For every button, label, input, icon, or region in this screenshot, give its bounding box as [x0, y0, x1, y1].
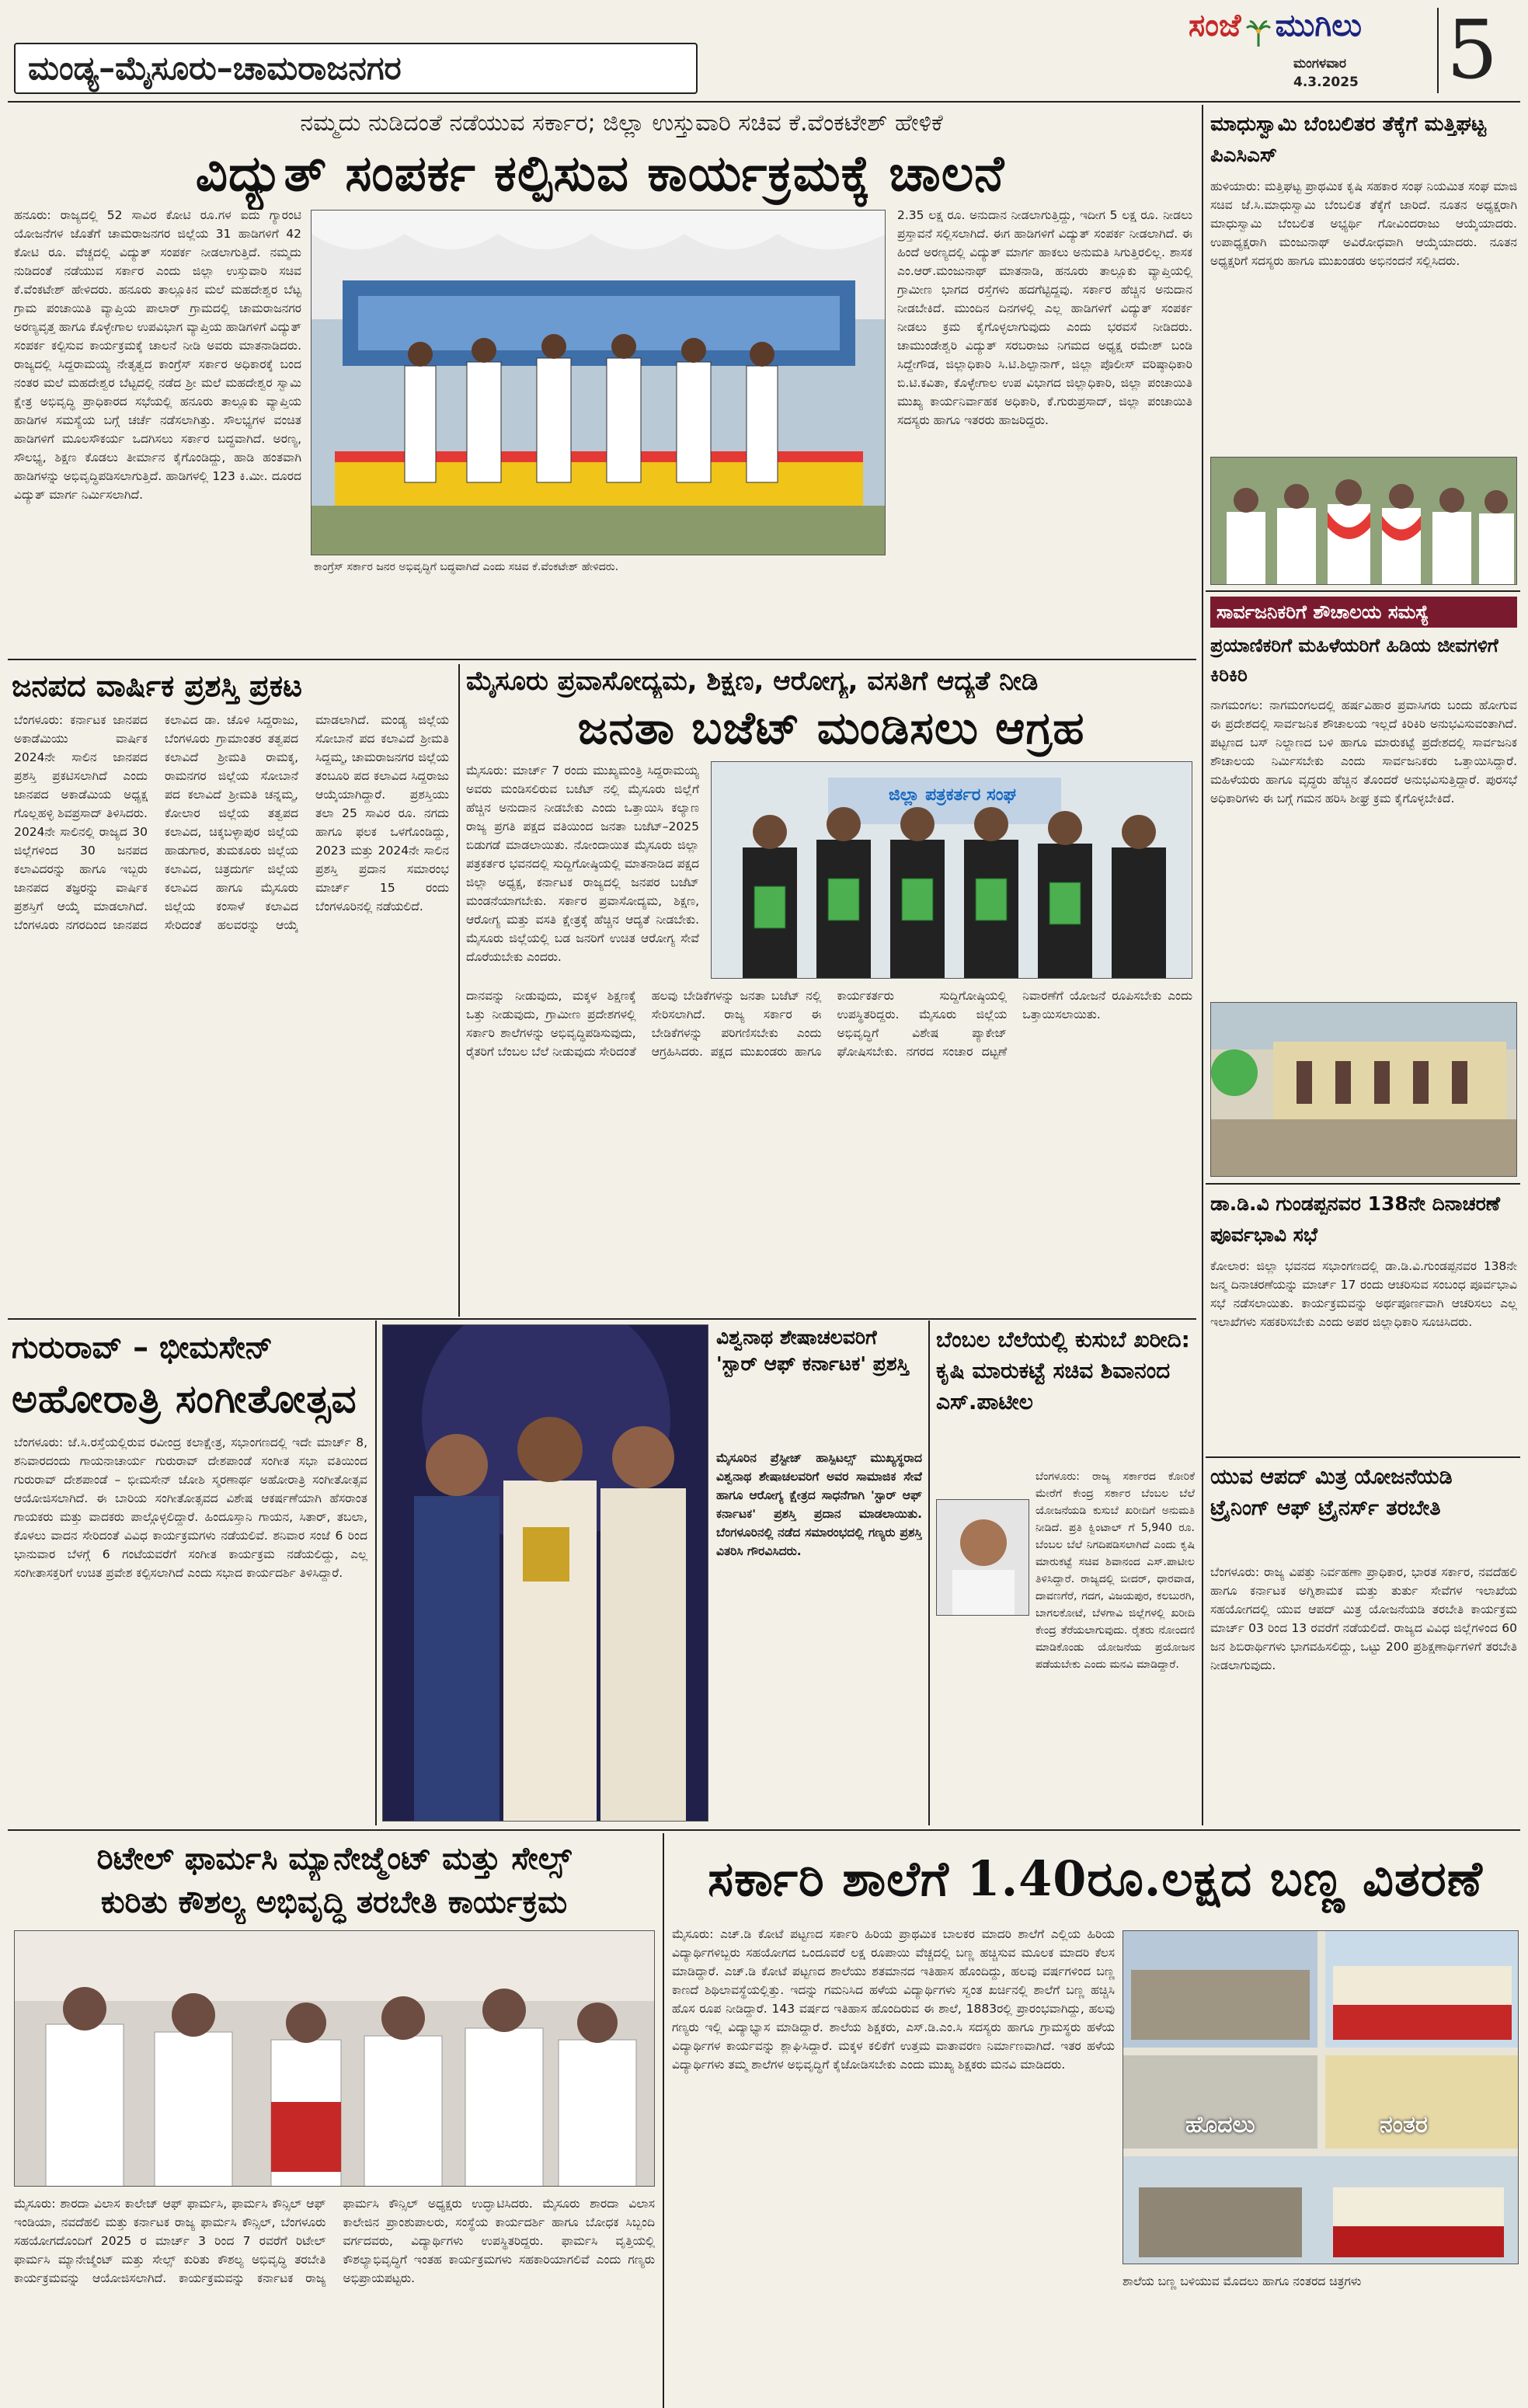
rc-story4-body: ಬೆಂಗಳೂರು: ರಾಜ್ಯ ವಿಪತ್ತು ನಿರ್ವಹಣಾ ಪ್ರಾಧಿಕಾರ, ಭಾರತ ಸರ್ಕಾರ, ನವದೆಹಲಿ ಹಾಗೂ ಕರ್ನಾಟಕ ಅಗ್ನಿಶಾಮಕ ಮತ್ತು ತುರ್ತು ಸೇವೆಗಳ ಇಲಾಖೆಯ ಸಹಯೋಗದಲ್ಲಿ ಯುವ ಆಪದ್ ಮಿತ್ರ ಯೋಜನೆಯಡಿ ತರಬೇತಿ ಕಾರ್ಯಕ್ರಮ ಮಾರ್ಚ್ 03 ರಿಂದ 13 ರವರೆಗೆ ನಡೆಯಲಿದೆ. ರಾಜ್ಯದ ವಿವಿಧ ಜಿಲ್ಲೆಗಳಿಂದ 60 ಜನ ಶಿಬಿರಾರ್ಥಿಗಳು ಭಾಗವಹಿಸಲಿದ್ದು, ಒಟ್ಟು 200 ಪ್ರಶಿಕ್ಷಣಾರ್ಥಿಗಳಿಗೆ ತರಬೇತಿ ನೀಡಲಾಗುವುದು. — [1210, 1565, 1517, 1672]
rc-story3-headline: ಡಾ.ಡಿ.ವಿ ಗುಂಡಪ್ಪನವರ 138ನೇ ದಿನಾಚರಣೆ ಪೂರ್ವಭಾವಿ ಸಭೆ — [1210, 1192, 1500, 1246]
rc-story1-body: ಹುಳಿಯಾರು: ಮತ್ತಿಘಟ್ಟ ಪ್ರಾಥಮಿಕ ಕೃಷಿ ಸಹಕಾರ ಸಂಘ ನಿಯಮಿತ ಸಂಘ ಮಾಜಿ ಸಚಿವ ಜೆ.ಸಿ.ಮಾಧುಸ್ವಾಮಿ ಬೆಂಬಲಿತ ತೆಕ್ಕೆಗೆ ಜಾರಿದೆ. ನೂತನ ಅಧ್ಯಕ್ಷರಾಗಿ ಮಾಧುಸ್ವಾಮಿ ಬೆಂಬಲಿತ ಅಭ್ಯರ್ಥಿ ಗೋವಿಂದರಾಜು ಆಯ್ಕೆಯಾದರು. ಉಪಾಧ್ಯಕ್ಷರಾಗಿ ಮಂಜುನಾಥ್ ಅವಿರೋಧವಾಗಿ ಆಯ್ಕೆಯಾದರು. ನೂತನ ಅಧ್ಯಕ್ಷರಿಗೆ ಸದಸ್ಯರು ಹಾಗೂ ಮುಖಂಡರು ಅಭಿನಂದನೆ ಸಲ್ಲಿಸಿದರು. — [1210, 179, 1517, 268]
music-kicker: ಗುರುರಾವ್ – ಭೀಮಸೇನ್ — [12, 1330, 273, 1366]
rc-story2-body: ನಾಗಮಂಗಲ: ನಾಗಮಂಗಲದಲ್ಲಿ ಹರ್ಷವಿಹಾರ ಪ್ರವಾಸಿಗರು ಬಂದು ಹೋಗುವ ಈ ಪ್ರದೇಶದಲ್ಲಿ ಸಾರ್ವಜನಿಕ ಶೌಚಾಲಯ ಇಲ್ಲದೆ ಕಿರಿಕಿರಿ ಅನುಭವಿಸುವಂತಾಗಿದೆ. ಪಟ್ಟಣದ ಬಸ್ ನಿಲ್ದಾಣದ ಬಳಿ ಹಾಗೂ ಮಾರುಕಟ್ಟೆ ಪ್ರದೇಶದಲ್ಲಿ ಸಾರ್ವಜನಿಕ ಶೌಚಾಲಯ ನಿರ್ಮಿಸಬೇಕು ಎಂದು ಸಾರ್ವಜನಿಕರು ಒತ್ತಾಯಿಸಿದ್ದಾರೆ. ಮಹಿಳೆಯರು ಹಾಗೂ ವೃದ್ಧರು ಹೆಚ್ಚಿನ ತೊಂದರೆ ಅನುಭವಿಸುತ್ತಿದ್ದಾರೆ. ಪುರಸಭೆ ಅಧಿಕಾರಿಗಳು ಈ ಬಗ್ಗೆ ಗಮನ ಹರಿಸಿ ಶೀಘ್ರ ಕ್ರಮ ಕೈಗೊಳ್ಳಬೇಕಿದೆ. — [1210, 698, 1517, 806]
pharmacy-body: ಮೈಸೂರು: ಶಾರದಾ ವಿಲಾಸ ಕಾಲೇಜ್ ಆಫ್ ಫಾರ್ಮಸಿ, ಫಾರ್ಮಸಿ ಕೌನ್ಸಿಲ್ ಆಫ್ ಇಂಡಿಯಾ, ನವದೆಹಲಿ ಮತ್ತು ಕರ್ನಾಟಕ ರಾಜ್ಯ ಫಾರ್ಮಸಿ ಕೌನ್ಸಿಲ್, ಬೆಂಗಳೂರು ಸಹಯೋಗದೊಂದಿಗೆ 2025 ರ ಮಾರ್ಚ್ 3 ರಿಂದ 7 ರವರೆಗೆ ರಿಟೇಲ್ ಫಾರ್ಮಸಿ ಮ್ಯಾನೇಜ್ಮೆಂಟ್ ಮತ್ತು ಸೇಲ್ಸ್ ಕುರಿತು ಕೌಶಲ್ಯ ಅಭಿವೃದ್ಧಿ ತರಬೇತಿ ಕಾರ್ಯಕ್ರಮವನ್ನು ಆಯೋಜಿಸಲಾಗಿದೆ. ಕಾರ್ಯಕ್ರಮವನ್ನು ಕರ್ನಾಟಕ ರಾಜ್ಯ ಫಾರ್ಮಸಿ ಕೌನ್ಸಿಲ್ ಅಧ್ಯಕ್ಷರು ಉದ್ಘಾಟಿಸಿದರು. ಮೈಸೂರು ಶಾರದಾ ವಿಲಾಸ ಕಾಲೇಜಿನ ಪ್ರಾಂಶುಪಾಲರು, ಸಂಸ್ಥೆಯ ಕಾರ್ಯದರ್ಶಿ ಹಾಗೂ ಬೋಧಕ ಸಿಬ್ಬಂದಿ ವರ್ಗದವರು, ವಿದ್ಯಾರ್ಥಿಗಳು ಉಪಸ್ಥಿತರಿದ್ದರು. ಫಾರ್ಮಸಿ ವೃತ್ತಿಯಲ್ಲಿ ಕೌಶಲ್ಯಾಭಿವೃದ್ಧಿಗೆ ಇಂತಹ ಕಾರ್ಯಕ್ರಮಗಳು ಸಹಕಾರಿಯಾಗಲಿವೆ ಎಂದು ಗಣ್ಯರು ಅಭಿಪ್ರಾಯಪಟ್ಟರು. — [14, 2197, 655, 2285]
rc-story2-subhead: ಪ್ರಯಾಣಿಕರಿಗೆ ಮಹಿಳೆಯರಿಗೆ ಹಿಡಿಯ ಜೀವಗಳಿಗೆ ಕಿರಿಕಿರಿ — [1210, 635, 1498, 686]
school-label-before: ಹೊದಲು — [1185, 2111, 1255, 2138]
budget-kicker: ಮೈಸೂರು ಪ್ರವಾಸೋದ್ಯಮ, ಶಿಕ್ಷಣ, ಆರೋಗ್ಯ, ವಸತಿಗೆ ಆದ್ಯತೆ ನೀಡಿ — [466, 666, 1039, 697]
rc-story1-photo — [1210, 457, 1517, 585]
school-body: ಮೈಸೂರು: ಎಚ್.ಡಿ ಕೋಟೆ ಪಟ್ಟಣದ ಸರ್ಕಾರಿ ಹಿರಿಯ ಪ್ರಾಥಮಿಕ ಬಾಲಕರ ಮಾದರಿ ಶಾಲೆಗೆ ಎಲ್ಲಿಯ ಹಿರಿಯ ವಿದ್ಯಾರ್ಥಿಗಳಿಬ್ಬರು ಸಹಯೋಗದ ಒಂದೂವರೆ ಲಕ್ಷ ರೂಪಾಯಿ ವೆಚ್ಚದಲ್ಲಿ ಬಣ್ಣ ಹಚ್ಚಿಸುವ ಮೂಲಕ ಮಾದರಿ ಕೆಲಸ ಮಾಡಿದ್ದಾರೆ. ಎಚ್.ಡಿ ಕೋಟೆ ಪಟ್ಟಣದ ಶಾಲೆಯು ಶತಮಾನದ ಇತಿಹಾಸ ಹೊಂದಿದ್ದು, ಹಲವು ವರ್ಷಗಳಿಂದ ಬಣ್ಣ ಕಾಣದೆ ಶಿಥಿಲಾವಸ್ಥೆಯಲ್ಲಿತ್ತು. ಇದನ್ನು ಗಮನಿಸಿದ ಹಳೆಯ ವಿದ್ಯಾರ್ಥಿಗಳು ಸ್ವಂತ ಖರ್ಚಿನಲ್ಲಿ ಶಾಲೆಗೆ ಬಣ್ಣ ಹಚ್ಚಿಸಿ ಹೊಸ ರೂಪ ನೀಡಿದ್ದಾರೆ. 143 ವರ್ಷದ ಇತಿಹಾಸ ಹೊಂದಿರುವ ಈ ಶಾಲೆ, 1883ರಲ್ಲಿ ಪ್ರಾರಂಭವಾಗಿದ್ದು, ಹಲವು ಗಣ್ಯರು ಇಲ್ಲಿ ವಿದ್ಯಾಭ್ಯಾಸ ಮಾಡಿದ್ದಾರೆ. ಶಾಲೆಯ ಶಿಕ್ಷಕರು, ಎಸ್.ಡಿ.ಎಂ.ಸಿ ಸದಸ್ಯರು ಹಾಗೂ ಗ್ರಾಮಸ್ಥರು ಹಳೆಯ ವಿದ್ಯಾರ್ಥಿಗಳ ಕಾರ್ಯವನ್ನು ಶ್ಲಾಘಿಸಿದ್ದಾರೆ. ಮಕ್ಕಳ ಕಲಿಕೆಗೆ ಉತ್ತಮ ವಾತಾವರಣ ನಿರ್ಮಾಣವಾಗಿದೆ. ಇತರ ಹಳೆಯ ವಿದ್ಯಾರ್ಥಿಗಳು ತಮ್ಮ ಶಾಲೆಗಳ ಅಭಿವೃದ್ಧಿಗೆ ಕೈಜೋಡಿಸಬೇಕು ಎಂದು ಮುಖ್ಯ ಶಿಕ್ಷಕರು ಮನವಿ ಮಾಡಿದರು. — [672, 1927, 1115, 2072]
budget-photo-banner: ಜಿಲ್ಲಾ ಪತ್ರಕರ್ತರ ಸಂಘ — [889, 785, 1016, 805]
budget-headline: ಜನತಾ ಬಜೆಟ್ ಮಂಡಿಸಲು ಆಗ್ರಹ — [577, 701, 1085, 754]
issue-weekday: ಮಂಗಳವಾರ — [1293, 56, 1347, 71]
issue-date: 4.3.2025 — [1293, 75, 1359, 90]
rc-story3-body: ಕೋಲಾರ: ಜಿಲ್ಲಾ ಭವನದ ಸಭಾಂಗಣದಲ್ಲಿ ಡಾ.ಡಿ.ವಿ.ಗುಂಡಪ್ಪನವರ 138ನೇ ಜನ್ಮ ದಿನಾಚರಣೆಯನ್ನು ಮಾರ್ಚ್ 17 ರಂದು ಆಚರಿಸುವ ಸಂಬಂಧ ಪೂರ್ವಭಾವಿ ಸಭೆ ನಡೆಸಲಾಯಿತು. ಕಾರ್ಯಕ್ರಮವನ್ನು ಅರ್ಥಪೂರ್ಣವಾಗಿ ಆಚರಿಸಲು ಎಲ್ಲ ಇಲಾಖೆಗಳು ಸಹಕರಿಸಬೇಕು ಎಂದು ಅಪರ ಜಿಲ್ಲಾಧಿಕಾರಿ ಸೂಚಿಸಿದರು. — [1210, 1259, 1517, 1329]
market-body: ಬೆಂಗಳೂರು: ರಾಜ್ಯ ಸರ್ಕಾರದ ಕೋರಿಕೆ ಮೇರೆಗೆ ಕೇಂದ್ರ ಸರ್ಕಾರ ಬೆಂಬಲ ಬೆಲೆ ಯೋಜನೆಯಡಿ ಕುಸುಬೆ ಖರೀದಿಗೆ ಅನುಮತಿ ನೀಡಿದೆ. ಪ್ರತಿ ಕ್ವಿಂಟಾಲ್ ಗೆ 5,940 ರೂ. ಬೆಂಬಲ ಬೆಲೆ ನಿಗದಿಪಡಿಸಲಾಗಿದೆ ಎಂದು ಕೃಷಿ ಮಾರುಕಟ್ಟೆ ಸಚಿವ ಶಿವಾನಂದ ಎಸ್.ಪಾಟೀಲ ತಿಳಿಸಿದ್ದಾರೆ. ರಾಜ್ಯದಲ್ಲಿ ಬೀದರ್, ಧಾರವಾಡ, ದಾವಣಗೆರೆ, ಗದಗ, ವಿಜಯಪುರ, ಕಲಬುರಗಿ, ಬಾಗಲಕೋಟೆ, ಬೆಳಗಾವಿ ಜಿಲ್ಲೆಗಳಲ್ಲಿ ಖರೀದಿ ಕೇಂದ್ರ ತೆರೆಯಲಾಗುವುದು. ರೈತರು ನೋಂದಣಿ ಮಾಡಿಕೊಂಡು ಯೋಜನೆಯ ಪ್ರಯೋಜನ ಪಡೆಯಬೇಕು ಎಂದು ಮನವಿ ಮಾಡಿದ್ದಾರೆ. — [1035, 1470, 1195, 1671]
budget-body-left: ಮೈಸೂರು: ಮಾರ್ಚ್ 7 ರಂದು ಮುಖ್ಯಮಂತ್ರಿ ಸಿದ್ದರಾಮಯ್ಯ ಅವರು ಮಂಡಿಸಲಿರುವ ಬಜೆಟ್ ನಲ್ಲಿ ಮೈಸೂರು ಜಿಲ್ಲೆಗೆ ಹೆಚ್ಚಿನ ಅನುದಾನ ನೀಡಬೇಕು ಎಂದು ಒತ್ತಾಯಿಸಿ ಕಲ್ಯಾಣ ರಾಜ್ಯ ಪ್ರಗತಿ ಪಕ್ಷದ ವತಿಯಿಂದ ಜನತಾ ಬಜೆಟ್–2025 ಬಿಡುಗಡೆ ಮಾಡಲಾಯಿತು. ನೋಂದಾಯಿತ ಮೈಸೂರು ಜಿಲ್ಲಾ ಪತ್ರಕರ್ತರ ಭವನದಲ್ಲಿ ಸುದ್ದಿಗೋಷ್ಠಿಯಲ್ಲಿ ಮಾತನಾಡಿದ ಪಕ್ಷದ ಜಿಲ್ಲಾ ಅಧ್ಯಕ್ಷ, ಕರ್ನಾಟಕ ರಾಜ್ಯದಲ್ಲಿ ಜನಪರ ಬಜೆಟ್ ಮಂಡನೆಯಾಗಬೇಕು. ಸರ್ಕಾರ ಪ್ರವಾಸೋದ್ಯಮ, ಶಿಕ್ಷಣ, ಆರೋಗ್ಯ ಮತ್ತು ವಸತಿ ಕ್ಷೇತ್ರಕ್ಕೆ ಹೆಚ್ಚಿನ ಆದ್ಯತೆ ನೀಡಬೇಕು. ಮೈಸೂರು ಜಿಲ್ಲೆಯಲ್ಲಿ ಬಡ ಜನರಿಗೆ ಉಚಿತ ಆರೋಗ್ಯ ಸೇವೆ ದೊರೆಯಬೇಕು ಎಂದರು. — [466, 764, 699, 964]
star-body: ಮೈಸೂರಿನ ಪ್ರೆಸ್ಟೀಜ್ ಹಾಸ್ಪಿಟಲ್ಸ್ ಮುಖ್ಯಸ್ಥರಾದ ವಿಶ್ವನಾಥ ಶೇಷಾಚಲವರಿಗೆ ಅವರ ಸಾಮಾಜಿಕ ಸೇವೆ ಹಾಗೂ ಆರೋಗ್ಯ ಕ್ಷೇತ್ರದ ಸಾಧನೆಗಾಗಿ 'ಸ್ಟಾರ್ ಆಫ್ ಕರ್ನಾಟಕ' ಪ್ರಶಸ್ತಿ ಪ್ರದಾನ ಮಾಡಲಾಯಿತು. ಬೆಂಗಳೂರಿನಲ್ಲಿ ನಡೆದ ಸಮಾರಂಭದಲ್ಲಿ ಗಣ್ಯರು ಪ್ರಶಸ್ತಿ ವಿತರಿಸಿ ಗೌರವಿಸಿದರು. — [716, 1451, 922, 1558]
pharmacy-headline-1: ರಿಟೇಲ್ ಫಾರ್ಮಸಿ ಮ್ಯಾನೇಜ್ಮೆಂಟ್ ಮತ್ತು ಸೇಲ್ಸ್ — [96, 1841, 572, 1877]
star-headline: ವಿಶ್ವನಾಥ ಶೇಷಾಚಲವರಿಗೆ 'ಸ್ಟಾರ್ ಆಫ್ ಕರ್ನಾಟಕ' ಪ್ರಶಸ್ತಿ — [716, 1326, 909, 1375]
rc-story4-headline: ಯುವ ಆಪದ್ ಮಿತ್ರ ಯೋಜನೆಯಡಿ ಟ್ರೈನಿಂಗ್ ಆಫ್ ಟ್ರೈನರ್ಸ್ ತರಬೇತಿ — [1210, 1465, 1453, 1520]
school-label-after: ನಂತರ — [1380, 2111, 1428, 2138]
pharmacy-photo — [14, 1930, 655, 2187]
lead-headline: ವಿದ್ಯುತ್ ಸಂಪರ್ಕ ಕಲ್ಪಿಸುವ ಕಾರ್ಯಕ್ರಮಕ್ಕೆ ಚಾಲನೆ — [195, 144, 1005, 203]
awards-headline: ಜನಪದ ವಾರ್ಷಿಕ ಪ್ರಶಸ್ತಿ ಪ್ರಕಟ — [12, 669, 302, 703]
budget-photo — [711, 761, 1192, 979]
lead-body-left: ಹನೂರು: ರಾಜ್ಯದಲ್ಲಿ 52 ಸಾವಿರ ಕೋಟಿ ರೂ.ಗಳ ಐದು ಗ್ಯಾರಂಟಿ ಯೋಜನೆಗಳ ಜೊತೆಗೆ ಚಾಮರಾಜನಗರ ಜಿಲ್ಲೆಯ 31 ಹಾಡಿಗಳಿಗೆ 42 ಕೋಟಿ ರೂ. ವೆಚ್ಚದಲ್ಲಿ ವಿದ್ಯುತ್ ಸಂಪರ್ಕ ನೀಡಲಾಗುತ್ತಿದೆ. ನಮ್ಮದು ನುಡಿದಂತೆ ನಡೆಯುವ ಸರ್ಕಾರ ಎಂದು ಜಿಲ್ಲಾ ಉಸ್ತುವಾರಿ ಸಚಿವ ಕೆ.ವೆಂಕಟೇಶ್ ಹೇಳಿದರು. ಹನೂರು ತಾಲ್ಲೂಕಿನ ಮಲೆ ಮಹದೇಶ್ವರ ಬೆಟ್ಟ ಗ್ರಾಮ ಪಂಚಾಯಿತಿ ವ್ಯಾಪ್ತಿಯ ಪಾಲಾರ್ ಗ್ರಾಮದಲ್ಲಿ ಚಾಮರಾಜನಗರ ಅರಣ್ಯವೃತ್ತ ಹಾಗೂ ಕೊಳ್ಳೇಗಾಲ ಉಪವಿಭಾಗ ವ್ಯಾಪ್ತಿಯ ಹಾಡಿಗಳಿಗೆ ವಿದ್ಯುತ್ ಸಂಪರ್ಕ ಕಲ್ಪಿಸುವ ಕಾರ್ಯಕ್ರಮಕ್ಕೆ ಚಾಲನೆ ನೀಡಿ ಅವರು ಮಾತನಾಡಿದರು. ರಾಜ್ಯದಲ್ಲಿ ಸಿದ್ದರಾಮಯ್ಯ ನೇತೃತ್ವದ ಕಾಂಗ್ರೆಸ್ ಸರ್ಕಾರ ಅಧಿಕಾರಕ್ಕೆ ಬಂದ ನಂತರ ಮಲೆ ಮಹದೇಶ್ವರ ಬೆಟ್ಟದಲ್ಲಿ ನಡೆದ ಶ್ರೀ ಮಲೆ ಮಹದೇಶ್ವರ ಸ್ವಾಮಿ ಕ್ಷೇತ್ರ ಅಭಿವೃದ್ಧಿ ಪ್ರಾಧಿಕಾರದ ಸಭೆಯಲ್ಲಿ ಹನೂರು ತಾಲ್ಲೂಕು ವ್ಯಾಪ್ತಿಯ ಹಾಡಿಗಳ ಸಮಸ್ಯೆಯ ಬಗ್ಗೆ ಚರ್ಚೆ ನಡೆಸಲಾಗಿತ್ತು. ಸೌಲಭ್ಯಗಳ ವಂಚಿತ ಹಾಡಿಗಳಿಗೆ ಮೂಲಸೌಕರ್ಯ ಒದಗಿಸಲು ಸರ್ಕಾರ ಬದ್ಧವಾಗಿದೆ. ಅರಣ್ಯ, ಸೌಲಭ್ಯ, ಶಿಕ್ಷಣ ಕೊಡಲು ತೀರ್ಮಾನ ಕೈಗೊಂಡಿದ್ದು, ಹಾಡಿ ಹಂತವಾಗಿ ಹಾಡಿಗಳನ್ನು ಅಭಿವೃದ್ಧಿಪಡಿಸಲಾಗುತ್ತಿದೆ. ಹಾಡಿಗಳಲ್ಲಿ 123 ಕಿ.ಮೀ. ದೂರದ ವಿದ್ಯುತ್ ಮಾರ್ಗ ನಿರ್ಮಿಸಲಾಗಿದೆ. — [14, 208, 301, 502]
market-headline: ಬೆಂಬಲ ಬೆಲೆಯಲ್ಲಿ ಕುಸುಬೆ ಖರೀದಿ: ಕೃಷಿ ಮಾರುಕಟ್ಟೆ ಸಚಿವ ಶಿವಾನಂದ ಎಸ್.ಪಾಟೀಲ — [936, 1327, 1190, 1415]
music-body: ಬೆಂಗಳೂರು: ಜೆ.ಸಿ.ರಸ್ತೆಯಲ್ಲಿರುವ ರವೀಂದ್ರ ಕಲಾಕ್ಷೇತ್ರ, ಸಭಾಂಗಣದಲ್ಲಿ ಇದೇ ಮಾರ್ಚ್ 8, ಶನಿವಾರದಂದು ಗಾಯನಾಚಾರ್ಯ ಗುರುರಾವ್ ದೇಶಪಾಂಡೆ ಸಂಗೀತ ಸಭಾ ವತಿಯಿಂದ ಗುರುರಾವ್ ದೇಶಪಾಂಡೆ – ಭೀಮಸೇನ್ ಜೋಶಿ ಸ್ಮರಣಾರ್ಥ ಅಹೋರಾತ್ರಿ ಸಂಗೀತೋತ್ಸವ ಆಯೋಜಿಸಲಾಗಿದೆ. ಈ ಬಾರಿಯ ಸಂಗೀತೋತ್ಸವದ ವಿಶೇಷ ಆಕರ್ಷಣೆಯಾಗಿ ಹೆಸರಾಂತ ಗಾಯಕರು ಮತ್ತು ವಾದಕರು ಪಾಲ್ಗೊಳ್ಳಲಿದ್ದಾರೆ. ಹಿಂದೂಸ್ತಾನಿ ಗಾಯನ, ಸಿತಾರ್, ತಬಲಾ, ಕೊಳಲು ವಾದನ ಸೇರಿದಂತೆ ವಿವಿಧ ಕಾರ್ಯಕ್ರಮಗಳು ನಡೆಯಲಿವೆ. ಶನಿವಾರ ಸಂಜೆ 6 ರಿಂದ ಭಾನುವಾರ ಬೆಳಗ್ಗೆ 6 ಗಂಟೆಯವರೆಗೆ ಸಂಗೀತ ಕಾರ್ಯಕ್ರಮ ನಡೆಯಲಿದ್ದು, ಎಲ್ಲ ಸಂಗೀತಾಸಕ್ತರಿಗೆ ಉಚಿತ ಪ್ರವೇಶ ಕಲ್ಪಿಸಲಾಗಿದೆ ಎಂದು ಸಭಾದ ಕಾರ್ಯದರ್ಶಿ ತಿಳಿಸಿದ್ದಾರೆ. — [14, 1435, 367, 1580]
section-header — [14, 43, 698, 94]
award-photo — [382, 1324, 708, 1822]
budget-body-right: ದಾನವನ್ನು ನೀಡುವುದು, ಮಕ್ಕಳ ಶಿಕ್ಷಣಕ್ಕೆ ಒತ್ತು ನೀಡುವುದು, ಗ್ರಾಮೀಣ ಪ್ರದೇಶಗಳಲ್ಲಿ ಸರ್ಕಾರಿ ಶಾಲೆಗಳನ್ನು ಅಭಿವೃದ್ಧಿಪಡಿಸುವುದು, ರೈತರಿಗೆ ಬೆಂಬಲ ಬೆಲೆ ನೀಡುವುದು ಸೇರಿದಂತೆ ಹಲವು ಬೇಡಿಕೆಗಳನ್ನು ಜನತಾ ಬಜೆಟ್ ನಲ್ಲಿ ಸೇರಿಸಲಾಗಿದೆ. ರಾಜ್ಯ ಸರ್ಕಾರ ಈ ಬೇಡಿಕೆಗಳನ್ನು ಪರಿಗಣಿಸಬೇಕು ಎಂದು ಆಗ್ರಹಿಸಿದರು. ಪಕ್ಷದ ಮುಖಂಡರು ಹಾಗೂ ಕಾರ್ಯಕರ್ತರು ಸುದ್ದಿಗೋಷ್ಠಿಯಲ್ಲಿ ಉಪಸ್ಥಿತರಿದ್ದರು. ಮೈಸೂರು ಜಿಲ್ಲೆಯ ಅಭಿವೃದ್ಧಿಗೆ ವಿಶೇಷ ಪ್ಯಾಕೇಜ್ ಘೋಷಿಸಬೇಕು. ನಗರದ ಸಂಚಾರ ದಟ್ಟಣೆ ನಿವಾರಣೆಗೆ ಯೋಜನೆ ರೂಪಿಸಬೇಕು ಎಂದು ಒತ್ತಾಯಿಸಲಾಯಿತು. — [466, 989, 1192, 1059]
school-headline: ಸರ್ಕಾರಿ ಶಾಲೆಗೆ 1.40ರೂ.ಲಕ್ಷದ ಬಣ್ಣ ವಿತರಣೆ — [708, 1850, 1483, 1907]
awards-body: ಬೆಂಗಳೂರು: ಕರ್ನಾಟಕ ಜಾನಪದ ಅಕಾಡೆಮಿಯು ವಾರ್ಷಿಕ 2024ನೇ ಸಾಲಿನ ಜಾನಪದ ಪ್ರಶಸ್ತಿ ಪ್ರಕಟಿಸಲಾಗಿದೆ ಎಂದು ಜಾನಪದ ಅಕಾಡೆಮಿಯ ಅಧ್ಯಕ್ಷ ಗೊಲ್ಲಹಳ್ಳಿ ಶಿವಪ್ರಸಾದ್ ತಿಳಿಸಿದರು. 2024ನೇ ಸಾಲಿನಲ್ಲಿ ರಾಜ್ಯದ 30 ಜಿಲ್ಲೆಗಳಿಂದ 30 ಜನಪದ ಕಲಾವಿದರನ್ನು ಹಾಗೂ ಇಬ್ಬರು ಜಾನಪದ ತಜ್ಞರನ್ನು ವಾರ್ಷಿಕ ಪ್ರಶಸ್ತಿಗೆ ಆಯ್ಕೆ ಮಾಡಲಾಗಿದೆ. ಬೆಂಗಳೂರು ನಗರದಿಂದ ಜಾನಪದ ಕಲಾವಿದ ಡಾ. ಚೊಳಿ ಸಿದ್ದರಾಜು, ಬೆಂಗಳೂರು ಗ್ರಾಮಾಂತರ ತತ್ವಪದ ಕಲಾವಿದೆ ಶ್ರೀಮತಿ ರಾಮಕ್ಕ, ರಾಮನಗರ ಜಿಲ್ಲೆಯ ಸೋಬಾನೆ ಪದ ಕಲಾವಿದೆ ಶ್ರೀಮತಿ ಚನ್ನಮ್ಮ, ಕೋಲಾರ ಜಿಲ್ಲೆಯ ತತ್ವಪದ ಕಲಾವಿದ, ಚಿಕ್ಕಬಳ್ಳಾಪುರ ಜಿಲ್ಲೆಯ ಹಾಡುಗಾರ, ತುಮಕೂರು ಜಿಲ್ಲೆಯ ಕಲಾವಿದ, ಚಿತ್ರದುರ್ಗ ಜಿಲ್ಲೆಯ ಕಲಾವಿದ ಹಾಗೂ ಮೈಸೂರು ಜಿಲ್ಲೆಯ ಕಂಸಾಳೆ ಕಲಾವಿದ ಸೇರಿದಂತೆ ಹಲವರನ್ನು ಆಯ್ಕೆ ಮಾಡಲಾಗಿದೆ. ಮಂಡ್ಯ ಜಿಲ್ಲೆಯ ಸೋಬಾನೆ ಪದ ಕಲಾವಿದೆ ಶ್ರೀಮತಿ ಸಿದ್ದಮ್ಮ, ಚಾಮರಾಜನಗರ ಜಿಲ್ಲೆಯ ತಂಬೂರಿ ಪದ ಕಲಾವಿದ ಸಿದ್ದರಾಜು ಆಯ್ಕೆಯಾಗಿದ್ದಾರೆ. ಪ್ರಶಸ್ತಿಯು ತಲಾ 25 ಸಾವಿರ ರೂ. ನಗದು ಹಾಗೂ ಫಲಕ ಒಳಗೊಂಡಿದ್ದು, 2023 ಮತ್ತು 2024ನೇ ಸಾಲಿನ ಪ್ರಶಸ್ತಿ ಪ್ರದಾನ ಸಮಾರಂಭ ಮಾರ್ಚ್ 15 ರಂದು ಬೆಂಗಳೂರಿನಲ್ಲಿ ನಡೆಯಲಿದೆ. — [14, 713, 449, 932]
lead-photo — [311, 210, 886, 555]
paper-logo — [1189, 8, 1445, 62]
minister-portrait — [936, 1499, 1029, 1616]
school-photo-collage — [1123, 1930, 1519, 2264]
music-headline: ಅಹೋರಾತ್ರಿ ಸಂಗೀತೋತ್ಸವ — [12, 1376, 357, 1421]
palm-icon — [1245, 17, 1272, 48]
pharmacy-headline-2: ಕುರಿತು ಕೌಶಲ್ಯ ಅಭಿವೃದ್ಧಿ ತರಬೇತಿ ಕಾರ್ಯಕ್ರಮ — [100, 1884, 568, 1920]
rc-story2-photo — [1210, 1002, 1517, 1177]
rc-story1-headline: ಮಾಧುಸ್ವಾಮಿ ಬೆಂಬಲಿತರ ತೆಕ್ಕೆಗೆ ಮತ್ತಿಘಟ್ಟ ಪಿಎಸಿಎಸ್ — [1210, 113, 1486, 167]
paper-name-b: ಮುಗಿಲು — [1275, 8, 1362, 43]
lead-kicker: ನಮ್ಮದು ನುಡಿದಂತೆ ನಡೆಯುವ ಸರ್ಕಾರ; ಜಿಲ್ಲಾ ಉಸ್ತುವಾರಿ ಸಚಿವ ಕೆ.ವೆಂಕಟೇಶ್ ಹೇಳಿಕೆ — [300, 110, 943, 137]
paper-name-a: ಸಂಜೆ — [1189, 8, 1241, 43]
section-title: ಮಂಡ್ಯ–ಮೈಸೂರು–ಚಾಮರಾಜನಗರ — [28, 49, 402, 87]
lead-photo-caption: ಕಾಂಗ್ರೆಸ್ ಸರ್ಕಾರ ಜನರ ಅಭಿವೃದ್ಧಿಗೆ ಬದ್ಧವಾಗಿದೆ ಎಂದು ಸಚಿವ ಕೆ.ವೆಂಕಟೇಶ್ ಹೇಳಿದರು. — [311, 558, 886, 651]
page-number: 5 — [1446, 2, 1498, 97]
lead-body-right: 2.35 ಲಕ್ಷ ರೂ. ಅನುದಾನ ನೀಡಲಾಗುತ್ತಿದ್ದು, ಇದೀಗ 5 ಲಕ್ಷ ರೂ. ನೀಡಲು ಪ್ರಸ್ತಾವನೆ ಸಲ್ಲಿಸಲಾಗಿದೆ. ಈಗ ಹಾಡಿಗಳಿಗೆ ವಿದ್ಯುತ್ ಸಂಪರ್ಕ ನೀಡಲಾಗಿದೆ. ಈ ಹಿಂದೆ ಅರಣ್ಯದಲ್ಲಿ ವಿದ್ಯುತ್ ಮಾರ್ಗ ಹಾಕಲು ಅನುಮತಿ ಸಿಗುತ್ತಿರಲಿಲ್ಲ. ಶಾಸಕ ಎಂ.ಆರ್.ಮಂಜುನಾಥ್ ಮಾತನಾಡಿ, ಹನೂರು ತಾಲ್ಲೂಕು ವ್ಯಾಪ್ತಿಯಲ್ಲಿ ಗ್ರಾಮೀಣ ಭಾಗದ ರಸ್ತೆಗಳು ಹದಗೆಟ್ಟಿದ್ದವು. ಸರ್ಕಾರ ಹೆಚ್ಚಿನ ಅನುದಾನ ನೀಡಬೇಕಿದೆ. ಮುಂದಿನ ದಿನಗಳಲ್ಲಿ ಎಲ್ಲ ಹಾಡಿಗಳಿಗೆ ವಿದ್ಯುತ್ ಸಂಪರ್ಕ ನೀಡಲು ಕ್ರಮ ಕೈಗೊಳ್ಳಲಾಗುವುದು ಎಂದು ಭರವಸೆ ನೀಡಿದರು. ಚಾಮುಂಡೇಶ್ವರಿ ವಿದ್ಯುತ್ ಸರಬರಾಜು ನಿಗಮದ ಅಧ್ಯಕ್ಷ ರಮೇಶ್ ಬಂಡಿ ಸಿದ್ದೇಗೌಡ, ಜಿಲ್ಲಾಧಿಕಾರಿ ಸಿ.ಟಿ.ಶಿಲ್ಪಾನಾಗ್, ಜಿಲ್ಲಾ ಪೊಲೀಸ್ ವರಿಷ್ಠಾಧಿಕಾರಿ ಬಿ.ಟಿ.ಕವಿತಾ, ಕೊಳ್ಳೇಗಾಲ ಉಪ ವಿಭಾಗದ ಜಿಲ್ಲಾಧಿಕಾರಿ, ಜಿಲ್ಲಾ ಪಂಚಾಯಿತಿ ಮುಖ್ಯ ಕಾರ್ಯನಿರ್ವಾಹಕ ಅಧಿಕಾರಿ, ಕೆ.ಗುರುಪ್ರಸಾದ್, ಜಿಲ್ಲಾ ಪಂಚಾಯಿತಿ ಸದಸ್ಯರು ಹಾಗೂ ಇತರರು ಹಾಜರಿದ್ದರು. — [897, 208, 1192, 427]
school-photo-caption: ಶಾಲೆಯ ಬಣ್ಣ ಬಳಿಯುವ ಮೊದಲು ಹಾಗೂ ನಂತರದ ಚಿತ್ರಗಳು — [1123, 2274, 1362, 2288]
rc-story2-headline: ಸಾರ್ವಜನಿಕರಿಗೆ ಶೌಚಾಲಯ ಸಮಸ್ಯೆ — [1210, 597, 1517, 628]
